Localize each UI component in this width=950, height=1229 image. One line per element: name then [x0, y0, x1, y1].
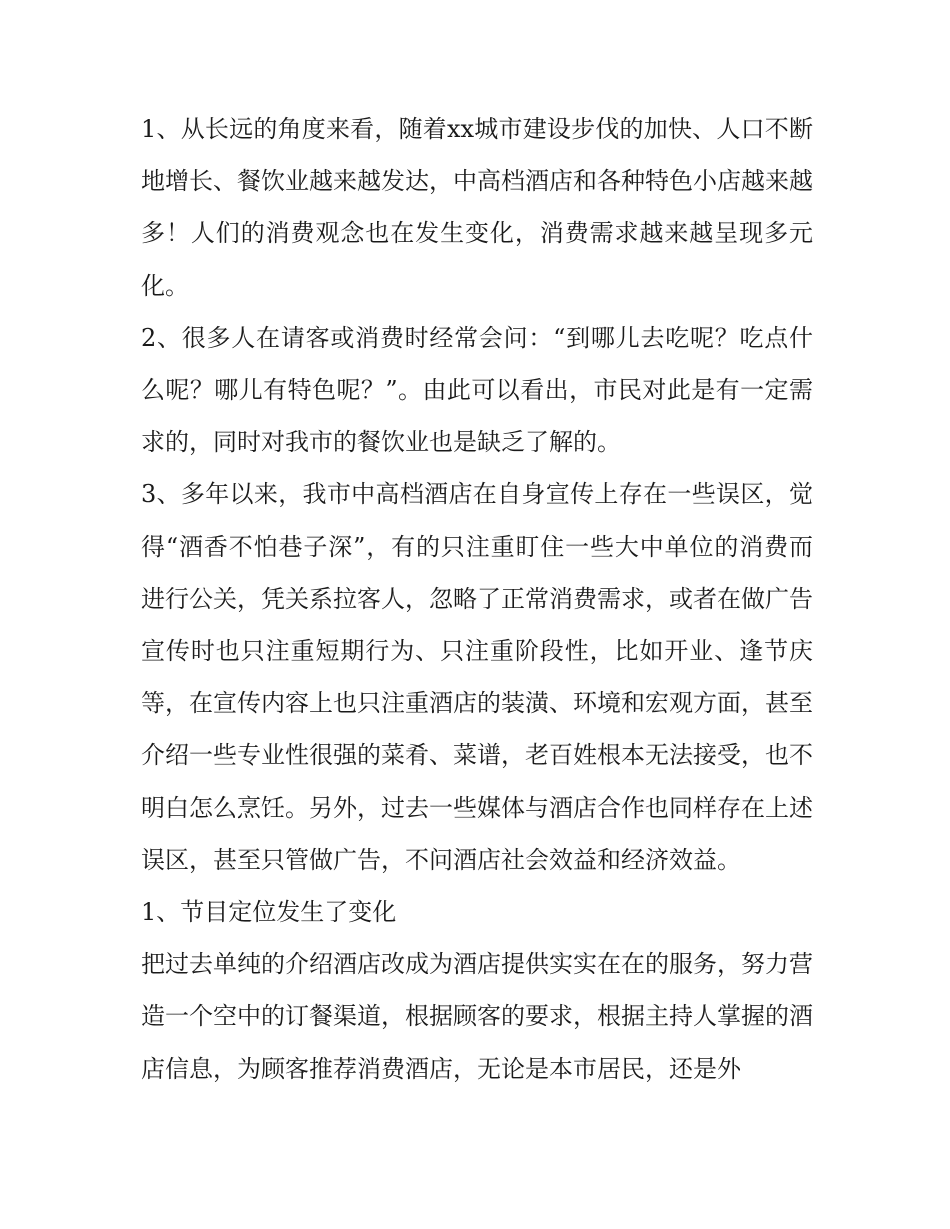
paragraph-3-promotion-misconceptions: 3、多年以来，我市中高档酒店在自身宣传上存在一些误区，觉得“酒香不怕巷子深”，有的只注重盯住一些大中单位的消费而进行公关，凭关系拉客人，忽略了正常消费需求，或者在做广告宣传时也只注重短期行为、只注重阶段性，比如开业、逢节庆等，在宣传内容上也只注重酒店的装潢、环境和宏观方面，甚至介绍一些专业性很强的菜肴、菜谱，老百姓根本无法接受，也不明白怎么烹饪。另外，过去一些媒体与酒店合作也同样存在上述误区，甚至只管做广告，不问酒店社会效益和经济效益。: [141, 480, 813, 874]
paragraph-1-urban-growth: 1、从长远的角度来看，随着xx城市建设步伐的加快、人口不断地增长、餐饮业越来越发达，中高档酒店和各种特色小店越来越多！人们的消费观念也在发生变化，消费需求越来越呈现多元化。: [141, 115, 813, 300]
paragraph-positioning-detail: 把过去单纯的介绍酒店改成为酒店提供实实在在的服务，努力营造一个空中的订餐渠道，根据顾客的要求，根据主持人掌握的酒店信息，为顾客推荐消费酒店，无论是本市居民，还是外: [141, 950, 813, 1083]
paragraph-2-consumer-questions: 2、很多人在请客或消费时经常会问：“到哪儿去吃呢？吃点什么呢？哪儿有特色呢？”。由此可以看出，市民对此是有一定需求的，同时对我市的餐饮业也是缺乏了解的。: [141, 323, 813, 457]
section-heading-positioning-change: 1、节目定位发生了变化: [141, 898, 397, 927]
document-body: [141, 103, 813, 1095]
